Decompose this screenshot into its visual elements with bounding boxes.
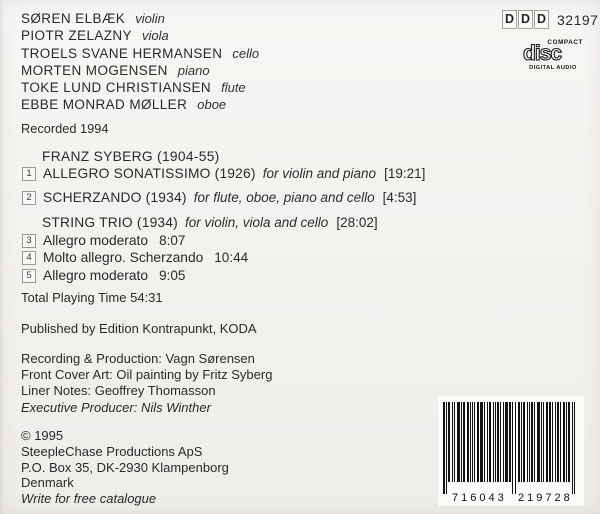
work-time: [28:02]: [336, 215, 378, 230]
track-title: ALLEGRO SONATISSIMO (1926): [43, 166, 256, 181]
imprint-block: [21, 428, 229, 507]
credit-line-executive-producer: Executive Producer: Nils Winther: [21, 399, 211, 415]
movement-row: [22, 268, 185, 283]
track-scoring: for flute, oboe, piano and cello: [193, 190, 375, 205]
performer-row: [21, 45, 259, 62]
movement-time: 9:05: [159, 268, 186, 283]
movement-row: [22, 233, 185, 248]
performer-name: TOKE LUND CHRISTIANSEN: [21, 80, 212, 96]
track-scoring: for violin and piano: [262, 166, 377, 181]
track-title: SCHERZANDO (1934): [43, 190, 187, 205]
performer-instrument: cello: [232, 45, 260, 61]
work-heading: [42, 215, 378, 230]
cd-logo-main-text: disc: [523, 42, 562, 65]
composer-heading: FRANZ SYBERG (1904-55): [42, 149, 220, 164]
performer-instrument: violin: [135, 11, 165, 26]
track-row: [22, 166, 425, 181]
publisher-line: Published by Edition Kontrapunkt, KODA: [21, 321, 257, 336]
catalog-number: 32197: [557, 11, 599, 28]
track-time: [19:21]: [384, 166, 426, 181]
address-line: P.O. Box 35, DK-2930 Klampenborg: [21, 459, 229, 475]
performer-row: [21, 62, 259, 79]
barcode-digits-right: 219728: [518, 492, 573, 504]
barcode-digits-left: 716043: [452, 492, 507, 504]
cd-logo-top-text: COMPACT: [547, 39, 583, 46]
format-letter-box: D: [502, 10, 517, 29]
format-letter-box: D: [534, 10, 549, 29]
track-number-box: 5: [22, 269, 36, 283]
credits-block: [21, 351, 272, 416]
movement-title: Allegro moderato: [43, 268, 149, 283]
performer-instrument: viola: [141, 28, 169, 44]
movement-time: 8:07: [159, 233, 186, 248]
performer-name: PIOTR ZELAZNY: [21, 28, 132, 44]
compact-disc-logo-icon: [522, 36, 584, 75]
performer-name: SØREN ELBÆK: [21, 11, 126, 26]
performer-name: MORTEN MOGENSEN: [21, 62, 168, 78]
performer-row: [21, 96, 259, 113]
track-number-box: 1: [22, 167, 36, 181]
format-indicator: [502, 10, 598, 29]
performer-row: [21, 79, 259, 96]
performer-instrument: flute: [221, 80, 246, 96]
performer-row: [21, 27, 259, 44]
credit-line: Recording & Production: Vagn Sørensen: [21, 351, 255, 366]
performer-row: [21, 10, 259, 27]
copyright-line: © 1995: [21, 428, 64, 443]
credit-line: Liner Notes: Geoffrey Thomasson: [21, 383, 216, 399]
label-name: SteepleChase Productions ApS: [21, 443, 203, 459]
format-letter-box: D: [518, 10, 533, 29]
performer-name: EBBE MONRAD MØLLER: [21, 97, 188, 113]
work-title: STRING TRIO (1934): [42, 215, 178, 230]
barcode: [438, 396, 584, 506]
catalogue-note: Write for free catalogue: [21, 491, 157, 507]
performer-instrument: oboe: [197, 97, 227, 113]
barcode-bars: [441, 402, 581, 502]
track-number-box: 2: [22, 191, 36, 205]
cd-logo-bottom-text: DIGITAL AUDIO: [529, 65, 577, 70]
recorded-note: Recorded 1994: [21, 121, 109, 136]
country-line: Denmark: [21, 475, 74, 491]
movement-time: 10:44: [214, 250, 249, 265]
performer-list: [21, 10, 259, 114]
total-playing-time: Total Playing Time 54:31: [21, 290, 163, 305]
track-row: [22, 190, 416, 205]
track-number-box: 4: [22, 251, 36, 265]
performer-name: TROELS SVANE HERMANSEN: [21, 45, 223, 61]
credit-line: Front Cover Art: Oil painting by Fritz Syberg: [21, 367, 273, 383]
work-scoring: for violin, viola and cello: [184, 215, 329, 230]
movement-title: Allegro moderato: [43, 233, 149, 248]
performer-instrument: piano: [177, 62, 210, 78]
track-time: [4:53]: [382, 190, 417, 205]
movement-row: [22, 250, 248, 265]
track-number-box: 3: [22, 234, 36, 248]
movement-title: Molto allegro. Scherzando: [43, 250, 204, 265]
